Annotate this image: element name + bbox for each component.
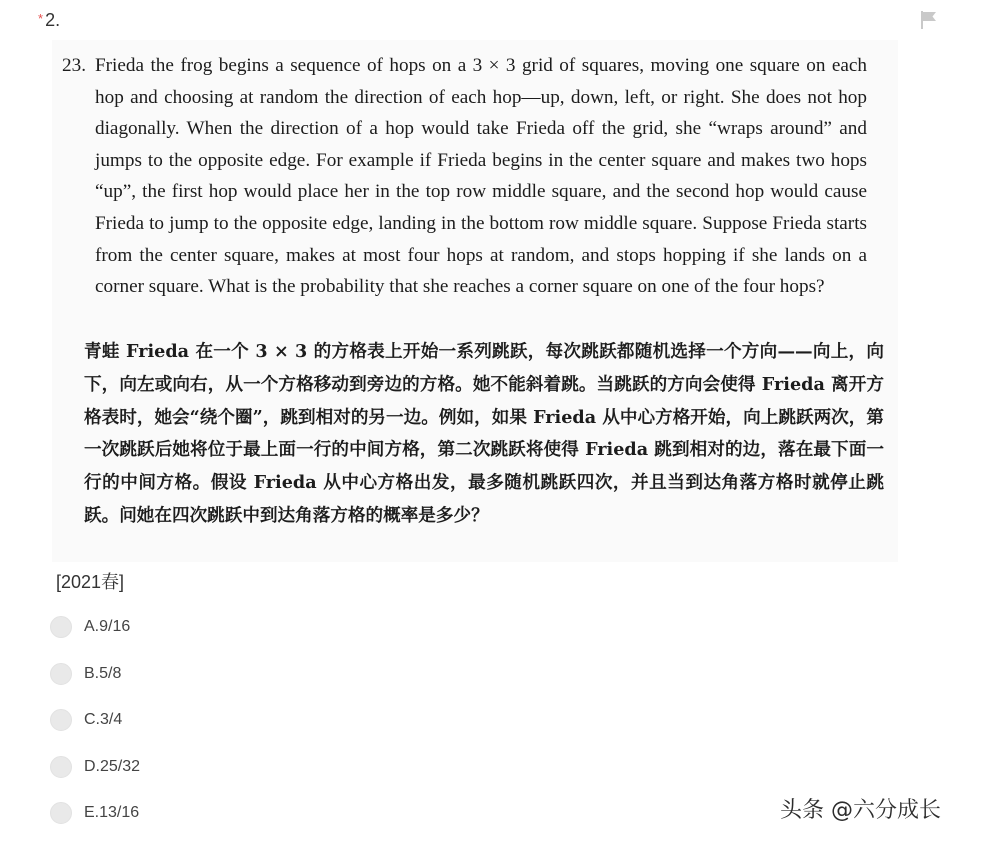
source-tag: [2021春] bbox=[56, 572, 125, 592]
problem-number: 23. bbox=[62, 55, 86, 76]
option-label: B.5/8 bbox=[84, 665, 122, 682]
problem-english-text: Frieda the frog begins a sequence of hops on a 3 × 3 grid of squares, moving one square on each hop and choosing at random the direction of each hop—up, down, left, or right. She does not hop diagonally. When the direction of a hop would take Frieda off the grid, she “wraps around” and jumps to the opposite edge. For example if Frieda begins in the center square and makes two hops “up”, the first hop would place her in the top row middle square, and the second hop would cause Frieda to jump to the opposite edge, landing in the bottom row middle square. Suppose Frieda starts from the center square, makes at most four hops at random, and stops hopping if she lands on a corner square. What is the probability that she reaches a corner square on one of the four hops? bbox=[95, 55, 867, 298]
option-label: D.25/32 bbox=[84, 758, 141, 775]
question-number: 2. bbox=[45, 10, 61, 30]
radio-button[interactable] bbox=[50, 802, 72, 824]
option-d[interactable] bbox=[50, 754, 140, 780]
watermark: 头条 @六分成长 bbox=[780, 798, 941, 823]
option-a[interactable] bbox=[50, 614, 130, 640]
option-label: E.13/16 bbox=[84, 804, 140, 821]
radio-button[interactable] bbox=[50, 709, 72, 731]
problem-image bbox=[52, 40, 898, 562]
option-label: A.9/16 bbox=[84, 618, 131, 635]
problem-chinese-text: 青蛙 Frieda 在一个 3 × 3 的方格表上开始一系列跳跃，每次跳跃都随机选择一个方向——向上，向下，向左或向右，从一个方格移动到旁边的方格。她不能斜着跳。当跳跃的方向会使得 Frieda 离开方格表时，她会“绕个圈”，跳到相对的另一边。例如，如果 Frieda 从中心方格开始，向上跳跃两次，第一次跳跃后她将位于最上面一行的中间方格，第二次跳跃将使得 Frieda 跳到相对的边，落在最下面一行的中间方格。假设 Frieda 从中心方格出发，最多随机跳跃四次，并且当到达角落方格时就停止跳跃。问她在四次跳跃中到达角落方格的概率是多少？ bbox=[84, 341, 884, 526]
radio-button[interactable] bbox=[50, 616, 72, 638]
option-e[interactable] bbox=[50, 800, 139, 826]
flag-icon[interactable] bbox=[920, 10, 938, 30]
option-c[interactable] bbox=[50, 707, 122, 733]
required-mark: * bbox=[38, 11, 44, 26]
option-label: C.3/4 bbox=[84, 711, 123, 728]
option-b[interactable] bbox=[50, 661, 121, 687]
question-header bbox=[38, 10, 60, 31]
radio-button[interactable] bbox=[50, 663, 72, 685]
radio-button[interactable] bbox=[50, 756, 72, 778]
